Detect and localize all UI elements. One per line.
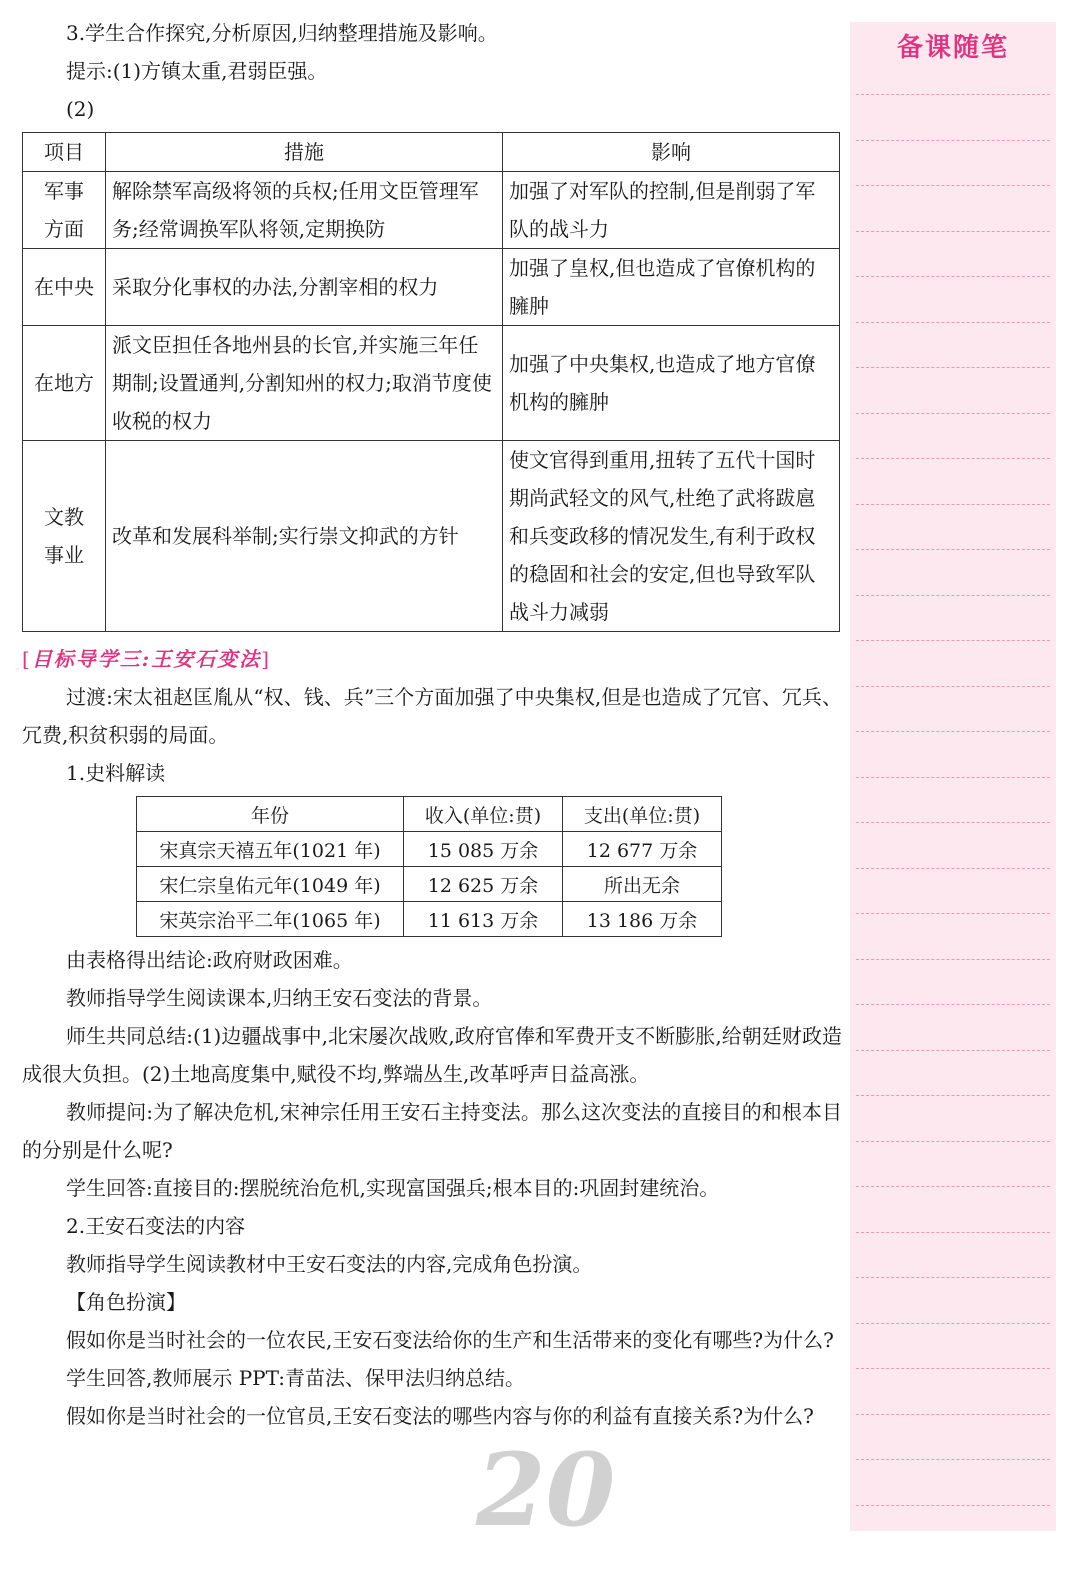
sidebar-ruling-line <box>856 1414 1050 1415</box>
sidebar-ruling-line <box>856 686 1050 687</box>
sidebar-ruling-line <box>856 913 1050 914</box>
sidebar-ruling-line <box>856 777 1050 778</box>
table-row <box>23 326 840 441</box>
intro-line-2: 提示:(1)方镇太重,君弱臣强。 <box>66 59 328 83</box>
guide-paragraph: 教师指导学生阅读课本,归纳王安石变法的背景。 <box>66 986 493 1010</box>
row-measure: 改革和发展科举制;实行崇文抑武的方针 <box>106 441 503 632</box>
measures-table <box>22 132 840 632</box>
table-row <box>23 172 840 249</box>
finance-income: 11 613 万余 <box>404 902 563 937</box>
sidebar-ruling-line <box>856 413 1050 414</box>
table-row <box>137 902 722 937</box>
finance-expense: 12 677 万余 <box>563 832 722 867</box>
table-row <box>137 867 722 902</box>
sidebar-ruling-line <box>856 868 1050 869</box>
row-item-part: 军事 <box>44 179 84 203</box>
row-item-part: 事业 <box>44 543 84 567</box>
sidebar-ruling-line <box>856 94 1050 95</box>
sidebar-ruling-line <box>856 322 1050 323</box>
finance-header-income: 收入(单位:贯) <box>404 797 563 832</box>
finance-table <box>136 796 722 937</box>
header-item: 项目 <box>23 133 106 172</box>
ppt-paragraph: 学生回答,教师展示 PPT:青苗法、保甲法归纳总结。 <box>66 1366 525 1390</box>
transition-paragraph: 过渡:宋太祖赵匡胤从“权、钱、兵”三个方面加强了中央集权,但是也造成了冗官、冗兵、冗费,积贫积弱的局面。 <box>22 685 842 747</box>
sidebar-ruling-line <box>856 1277 1050 1278</box>
finance-year: 宋英宗治平二年(1065 年) <box>137 902 404 937</box>
sidebar-ruling-line <box>856 504 1050 505</box>
row-item <box>23 172 106 249</box>
row-item: 在中央 <box>23 249 106 326</box>
question-paragraph: 教师提问:为了解决危机,宋神宗任用王安石主持变法。那么这次变法的直接目的和根本目的分别是什么呢? <box>22 1100 842 1162</box>
table-header-row <box>23 133 840 172</box>
official-paragraph: 假如你是当时社会的一位官员,王安石变法的哪些内容与你的利益有直接关系?为什么? <box>66 1404 814 1428</box>
finance-header-year: 年份 <box>137 797 404 832</box>
row-effect: 加强了皇权,但也造成了官僚机构的臃肿 <box>503 249 840 326</box>
sidebar-ruling-line <box>856 549 1050 550</box>
farmer-paragraph: 假如你是当时社会的一位农民,王安石变法给你的生产和生活带来的变化有哪些?为什么? <box>66 1328 834 1352</box>
sidebar-ruling-line <box>856 1368 1050 1369</box>
sidebar-ruling-line <box>856 367 1050 368</box>
finance-year: 宋仁宗皇佑元年(1049 年) <box>137 867 404 902</box>
finance-expense: 13 186 万余 <box>563 902 722 937</box>
sidebar-ruling-line <box>856 1050 1050 1051</box>
finance-header-row <box>137 797 722 832</box>
table-row <box>23 441 840 632</box>
subheading-2: 2.王安石变法的内容 <box>66 1214 246 1238</box>
sidebar-ruling-line <box>856 1459 1050 1460</box>
sidebar-ruling-line <box>856 1232 1050 1233</box>
main-content <box>22 14 842 1435</box>
heading-title: 目标导学三:王安石变法 <box>31 647 262 671</box>
row-item-part: 方面 <box>44 217 84 241</box>
sidebar-ruling-line <box>856 1004 1050 1005</box>
table-row <box>137 832 722 867</box>
summary-paragraph: 师生共同总结:(1)边疆战事中,北宋屡次战败,政府官俸和军费开支不断膨胀,给朝廷财政造成很大负担。(2)土地高度集中,赋役不均,弊端丛生,改革呼声日益高涨。 <box>22 1024 842 1086</box>
finance-income: 12 625 万余 <box>404 867 563 902</box>
row-item <box>23 441 106 632</box>
row-effect: 加强了对军队的控制,但是削弱了军队的战斗力 <box>503 172 840 249</box>
finance-expense: 所出无余 <box>563 867 722 902</box>
sidebar-ruling-line <box>856 185 1050 186</box>
row-effect: 加强了中央集权,也造成了地方官僚机构的臃肿 <box>503 326 840 441</box>
sidebar-ruling-line <box>856 640 1050 641</box>
row-measure: 派文臣担任各地州县的长官,并实施三年任期制;设置通判,分割知州的权力;取消节度使收税的权力 <box>106 326 503 441</box>
sidebar-ruling-line <box>856 231 1050 232</box>
intro-line-1: 3.学生合作探究,分析原因,归纳整理措施及影响。 <box>66 21 498 45</box>
row-measure: 采取分化事权的办法,分割宰相的权力 <box>106 249 503 326</box>
sidebar-ruling-line <box>856 1186 1050 1187</box>
sidebar-ruling-line <box>856 1095 1050 1096</box>
intro-line-3: (2) <box>66 97 95 121</box>
answer-paragraph: 学生回答:直接目的:摆脱统治危机,实现富国强兵;根本目的:巩固封建统治。 <box>66 1176 720 1200</box>
row-item: 在地方 <box>23 326 106 441</box>
sidebar-ruling-line <box>856 458 1050 459</box>
sidebar-ruling-line <box>856 1323 1050 1324</box>
conclusion-paragraph: 由表格得出结论:政府财政困难。 <box>66 948 353 972</box>
reading-paragraph: 教师指导学生阅读教材中王安石变法的内容,完成角色扮演。 <box>66 1252 593 1276</box>
heading-bracket-open: [ <box>22 647 32 671</box>
section-heading <box>22 642 842 676</box>
page-number: 20 <box>476 1431 616 1549</box>
role-play-label: 【角色扮演】 <box>66 1290 186 1314</box>
heading-bracket-close: ] <box>261 647 272 671</box>
subheading-1: 1.史料解读 <box>66 761 166 785</box>
header-measure: 措施 <box>106 133 503 172</box>
notes-sidebar <box>850 22 1056 1531</box>
sidebar-ruling-line <box>856 276 1050 277</box>
sidebar-title: 备课随笔 <box>896 33 1009 63</box>
sidebar-ruling-line <box>856 1505 1050 1506</box>
sidebar-ruling-line <box>856 822 1050 823</box>
finance-year: 宋真宗天禧五年(1021 年) <box>137 832 404 867</box>
sidebar-ruling-line <box>856 595 1050 596</box>
table-row <box>23 249 840 326</box>
sidebar-ruling-line <box>856 1141 1050 1142</box>
sidebar-ruling-line <box>856 731 1050 732</box>
row-effect: 使文官得到重用,扭转了五代十国时期尚武轻文的风气,杜绝了武将跋扈和兵变政移的情况发生,有利于政权的稳固和社会的安定,但也导致军队战斗力减弱 <box>503 441 840 632</box>
header-effect: 影响 <box>503 133 840 172</box>
finance-header-expense: 支出(单位:贯) <box>563 797 722 832</box>
row-item-part: 文教 <box>44 505 84 529</box>
finance-income: 15 085 万余 <box>404 832 563 867</box>
sidebar-ruling-line <box>856 140 1050 141</box>
row-measure: 解除禁军高级将领的兵权;任用文臣管理军务;经常调换军队将领,定期换防 <box>106 172 503 249</box>
sidebar-ruling-line <box>856 959 1050 960</box>
